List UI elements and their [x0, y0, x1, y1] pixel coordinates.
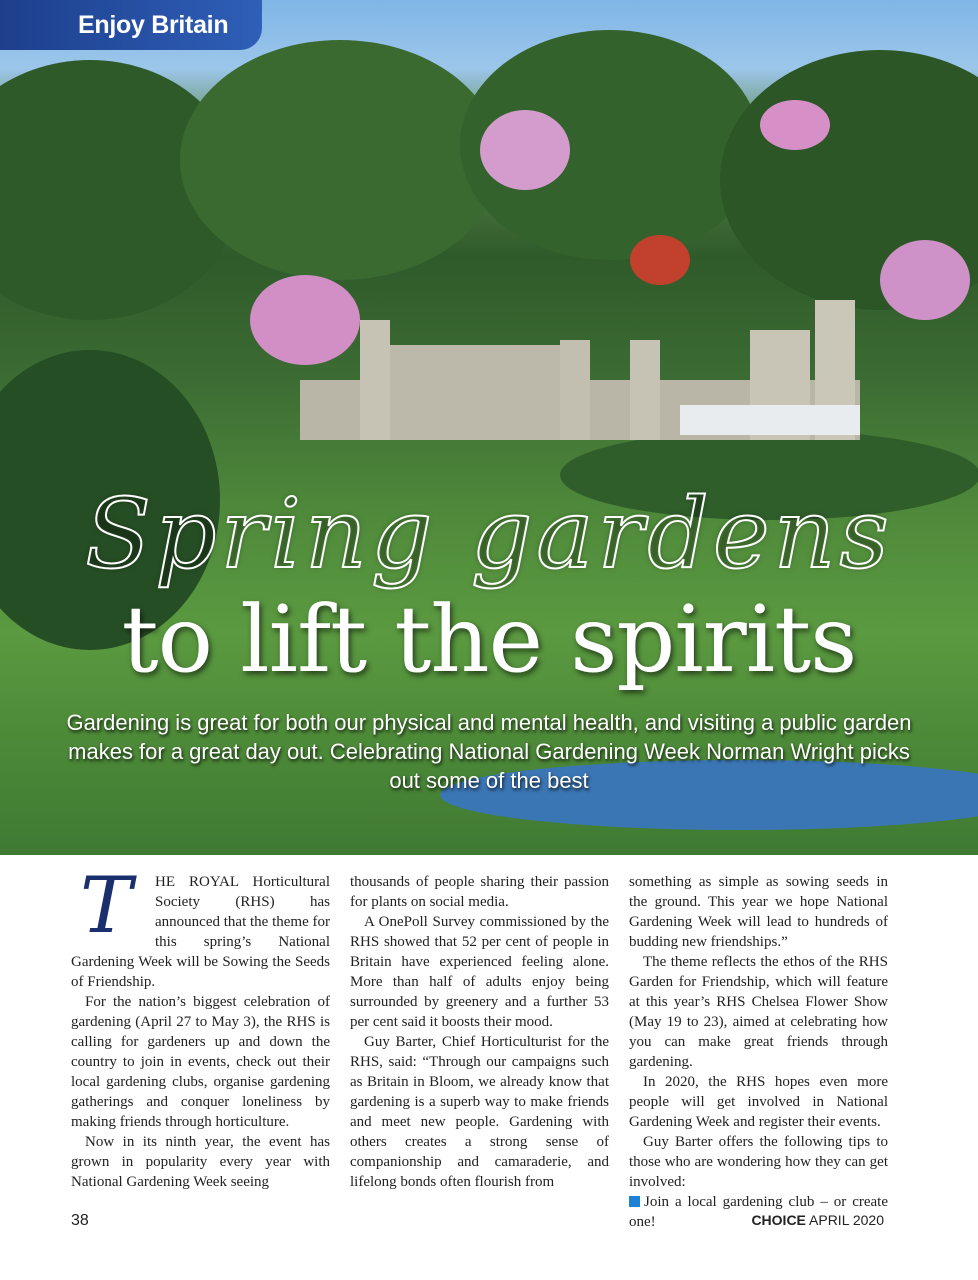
section-tag: Enjoy Britain	[0, 0, 262, 50]
paragraph: Now in its ninth year, the event has grown in popularity every year with National Gardening Week seeing	[71, 1134, 330, 1190]
castle-illustration	[300, 300, 860, 440]
headline-main: to lift the spirits	[121, 586, 857, 693]
drop-cap: T	[79, 861, 133, 951]
paragraph: HE ROYAL Horticultural Society (RHS) has announced that the theme for this spring’s National Gardening Week will be Sowing the Seeds of Friendship.	[71, 874, 330, 990]
paragraph: The theme reflects the ethos of the RHS Garden for Friendship, which will feature at this year’s RHS Chelsea Flower Show (May 19 to 23), aimed at celebrating how you can make great friends through gardening.	[629, 954, 888, 1070]
paragraph: For the nation’s biggest celebration of gardening (April 27 to May 3), the RHS is calling for gardeners up and down the country to join in events, check out their local gardening clubs, organise gardening gatherings and conquer loneliness by making friends through horticulture.	[71, 994, 330, 1130]
headline-script: Spring gardens	[85, 478, 893, 590]
column-3	[629, 872, 888, 1232]
column-2	[350, 872, 609, 1192]
paragraph: In 2020, the RHS hopes even more people will get involved in National Gardening Week and register their events.	[629, 1074, 888, 1130]
paragraph: A OnePoll Survey commissioned by the RHS showed that 52 per cent of people in Britain have experienced feeling alone. More than half of adults enjoy being surrounded by greenery and a further 53 per cent said it boosts their mood.	[350, 914, 609, 1030]
bullet-square-icon	[629, 1196, 640, 1207]
paragraph: thousands of people sharing their passion for plants on social media.	[350, 874, 609, 910]
standfirst: Gardening is great for both our physical and mental health, and visiting a public garden makes for a great day out. Celebrating National Gardening Week Norman Wright picks out some of the best	[66, 710, 912, 793]
paragraph: something as simple as sowing seeds in the ground. This year we hope National Gardening Week will lead to hundreds of budding new friendships.”	[629, 874, 888, 950]
magazine-name: CHOICE	[751, 1212, 806, 1228]
issue-date: APRIL 2020	[809, 1212, 884, 1228]
bullet-text: Join a local gardening club – or create one!	[629, 1194, 888, 1230]
column-1	[71, 861, 330, 1192]
page-number: 38	[71, 1212, 89, 1229]
paragraph: Guy Barter, Chief Horticulturist for the RHS, said: “Through our campaigns such as Britain in Bloom, we already know that gardening is a superb way to make friends and meet new people. Gardening with others creates a strong sense of companionship and camaraderie, and lifelong bonds often flourish from	[350, 1034, 609, 1190]
magazine-folio	[751, 1212, 884, 1228]
paragraph: Guy Barter offers the following tips to those who are wondering how they can get involved:	[629, 1134, 888, 1190]
